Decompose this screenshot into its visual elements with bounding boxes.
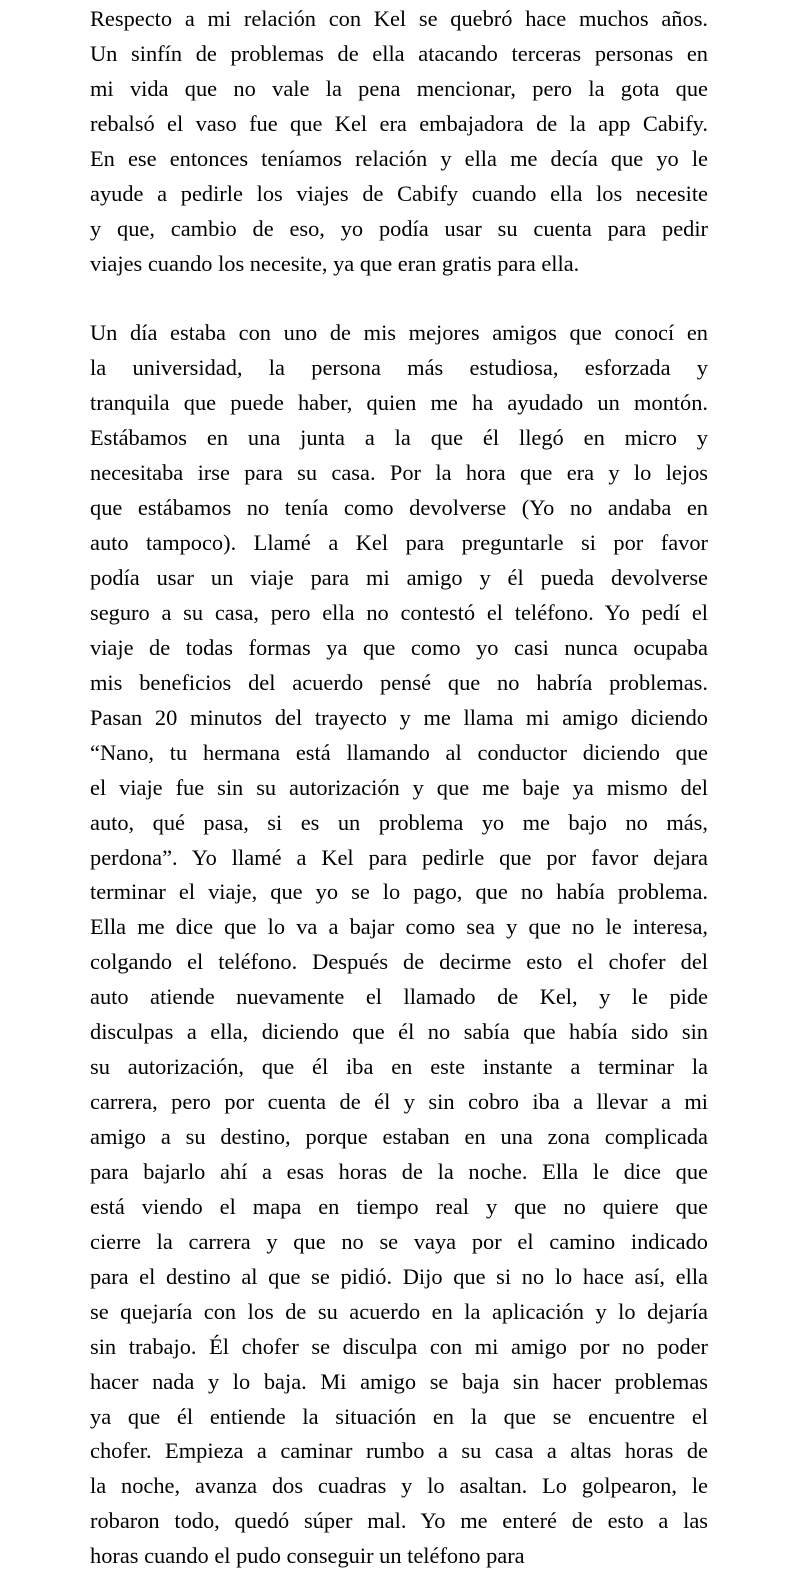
text-line: chofer. Empieza a caminar rumbo a su casa a altas horas de	[90, 1438, 708, 1464]
text-line: disculpas a ella, diciendo que él no sabía que había sido sin	[90, 1019, 708, 1045]
paragraph-1	[90, 2, 708, 282]
text-line: está viendo el mapa en tiempo real y que no quiere que	[90, 1193, 708, 1219]
text-line: tranquila que puede haber, quien me ha ayudado un montón.	[90, 390, 708, 416]
text-line: Ella me dice que lo va a bajar como sea y que no le interesa,	[90, 914, 708, 940]
text-line: sin trabajo. Él chofer se disculpa con mi amigo por no poder	[90, 1333, 708, 1359]
document-body	[90, 2, 708, 1574]
text-line: “Nano, tu hermana está llamando al conductor diciendo que	[90, 739, 708, 765]
text-line: se quejaría con los de su acuerdo en la aplicación y lo dejaría	[90, 1298, 708, 1324]
text-line: auto tampoco). Llamé a Kel para preguntarle si por favor	[90, 530, 708, 556]
text-line: que estábamos no tenía como devolverse (Yo no andaba en	[90, 495, 708, 521]
text-line: su autorización, que él iba en este instante a terminar la	[90, 1054, 708, 1080]
text-line: necesitaba irse para su casa. Por la hora que era y lo lejos	[90, 460, 708, 486]
text-line: carrera, pero por cuenta de él y sin cobro iba a llevar a mi	[90, 1089, 708, 1115]
text-line: amigo a su destino, porque estaban en una zona complicada	[90, 1124, 708, 1149]
text-line: seguro a su casa, pero ella no contestó el teléfono. Yo pedí el	[90, 599, 708, 625]
text-line: para bajarlo ahí a esas horas de la noche. Ella le dice que	[90, 1158, 708, 1184]
text-line: mi vida que no vale la pena mencionar, pero la gota que	[90, 75, 708, 101]
text-line: auto atiende nuevamente el llamado de Kel, y le pide	[90, 984, 708, 1010]
text-line: y que, cambio de eso, yo podía usar su cuenta para pedir	[90, 215, 708, 241]
paragraph-2	[90, 316, 708, 1574]
text-line: auto, qué pasa, si es un problema yo me bajo no más,	[90, 809, 708, 835]
text-line: Un sinfín de problemas de ella atacando terceras personas en	[90, 40, 708, 66]
text-line: ayude a pedirle los viajes de Cabify cuando ella los necesite	[90, 180, 708, 206]
text-line: terminar el viaje, que yo se lo pago, que no había problema.	[90, 879, 708, 905]
text-line: la noche, avanza dos cuadras y lo asaltan. Lo golpearon, le	[90, 1473, 708, 1499]
text-line: hacer nada y lo baja. Mi amigo se baja sin hacer problemas	[90, 1368, 708, 1394]
text-line: la universidad, la persona más estudiosa, esforzada y	[90, 355, 708, 381]
paragraph-spacer	[90, 282, 708, 317]
text-line: para el destino al que se pidió. Dijo que si no lo hace así, ella	[90, 1263, 708, 1289]
text-line: robaron todo, quedó súper mal. Yo me enteré de esto a las	[90, 1508, 708, 1534]
text-line: Un día estaba con uno de mis mejores amigos que conocí en	[90, 320, 708, 346]
text-line: mis beneficios del acuerdo pensé que no habría problemas.	[90, 669, 708, 695]
text-line: Respecto a mi relación con Kel se quebró hace muchos años.	[90, 6, 708, 31]
text-line: cierre la carrera y que no se vaya por el camino indicado	[90, 1228, 708, 1254]
text-line: Estábamos en una junta a la que él llegó en micro y	[90, 425, 708, 451]
text-line: colgando el teléfono. Después de decirme esto el chofer del	[90, 949, 708, 975]
text-line: ya que él entiende la situación en la que se encuentre el	[90, 1403, 708, 1429]
text-line: viajes cuando los necesite, ya que eran gratis para ella.	[90, 250, 580, 276]
text-line: viaje de todas formas ya que como yo casi nunca ocupaba	[90, 634, 708, 660]
text-line: perdona”. Yo llamé a Kel para pedirle que por favor dejara	[90, 844, 708, 870]
text-line: podía usar un viaje para mi amigo y él pueda devolverse	[90, 565, 708, 590]
text-line: rebalsó el vaso fue que Kel era embajadora de la app Cabify.	[90, 110, 708, 136]
text-line: horas cuando el pudo conseguir un teléfono para	[90, 1543, 525, 1569]
text-line: Pasan 20 minutos del trayecto y me llama mi amigo diciendo	[90, 704, 708, 730]
text-line: En ese entonces teníamos relación y ella me decía que yo le	[90, 145, 708, 171]
text-line: el viaje fue sin su autorización y que me baje ya mismo del	[90, 774, 708, 800]
